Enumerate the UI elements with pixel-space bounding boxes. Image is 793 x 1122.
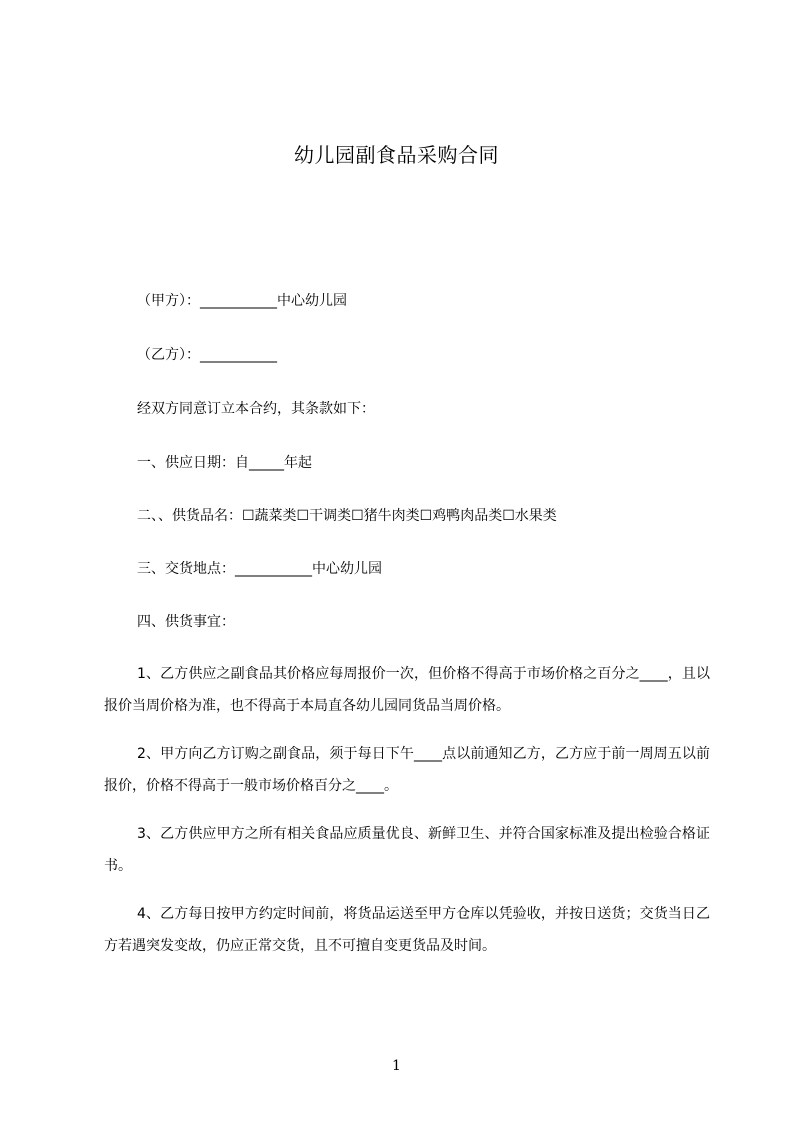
supply-item-1: 1、乙方供应之副食品其价格应每周报价一次，但价格不得高于市场价格之百分之____，且以报价当周价格为准，也不得高于本局直各幼儿园同货品当周价格。: [104, 666, 710, 714]
clause-supply-date: 一、供应日期：自_____年起: [137, 455, 312, 471]
party-b-line: （乙方）：___________: [137, 347, 277, 363]
clause-supply-matters: 四、供货事宜：: [137, 614, 235, 630]
supply-item-3: 3、乙方供应甲方之所有相关食品应质量优良、新鲜卫生、并符合国家标准及提出检验合格证书。: [104, 826, 710, 874]
supply-item-4: 4、乙方每日按甲方约定时间前，将货品运送至甲方仓库以凭验收，并按日送货；交货当日乙方若遇突发变故，仍应正常交货，且不可擅自变更货品及时间。: [104, 906, 710, 954]
supply-item-2: 2、甲方向乙方订购之副食品，须于每日下午____点以前通知乙方，乙方应于前一周周五以前报价，价格不得高于一般市场价格百分之____。: [104, 746, 710, 794]
clause-goods-names: 二、、供货品名：☐蔬菜类☐干调类☐猪牛肉类☐鸡鸭肉品类☐水果类: [137, 508, 557, 524]
document-title: 幼儿园副食品采购合同: [294, 143, 499, 167]
party-a-line: （甲方）：___________中心幼儿园: [137, 293, 347, 309]
page-number: 1: [392, 1058, 401, 1074]
clause-delivery-location: 三、交货地点：___________中心幼儿园: [137, 561, 382, 577]
intro-text: 经双方同意订立本合约，其条款如下：: [137, 401, 375, 417]
